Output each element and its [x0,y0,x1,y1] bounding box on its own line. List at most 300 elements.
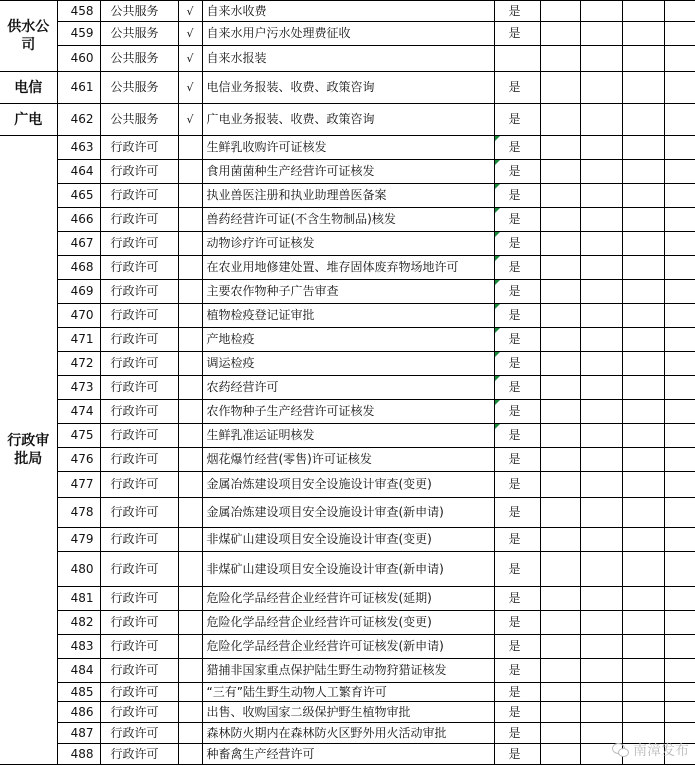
empty-cell [580,280,622,304]
empty-cell [540,232,580,256]
empty-cell [580,304,622,328]
empty-cell [178,744,202,765]
cell-comment-marker [495,160,500,165]
row-category: 行政许可 [100,744,178,765]
empty-cell [664,528,695,552]
empty-cell [540,104,580,136]
table-row [0,659,695,683]
table-row [0,683,695,702]
empty-cell [622,256,664,280]
row-item-name: 森林防火期内在森林防火区野外用火活动审批 [202,723,494,744]
watermark [612,740,689,760]
row-number: 473 [57,376,100,400]
row-flag: 是 [494,160,540,184]
empty-cell [622,702,664,723]
empty-cell [664,256,695,280]
row-flag: 是 [494,400,540,424]
row-category: 公共服务 [100,72,178,104]
row-item-name: 出售、收购国家二级保护野生植物审批 [202,702,494,723]
row-item-name: 猎捕非国家重点保护陆生野生动物狩猎证核发 [202,659,494,683]
check-mark: √ [178,46,202,72]
cell-comment-marker [495,136,500,141]
row-number: 459 [57,22,100,46]
row-number: 460 [57,46,100,72]
table-row [0,528,695,552]
row-item-name: 广电业务报装、收费、政策咨询 [202,104,494,136]
cell-comment-marker [495,280,500,285]
empty-cell [540,552,580,587]
empty-cell [540,46,580,72]
empty-cell [664,46,695,72]
empty-cell [580,1,622,22]
row-number: 467 [57,232,100,256]
table-row [0,472,695,498]
row-category: 行政许可 [100,587,178,611]
empty-cell [622,587,664,611]
empty-cell [622,376,664,400]
row-category: 公共服务 [100,104,178,136]
empty-cell [178,232,202,256]
row-flag: 是 [494,72,540,104]
empty-cell [580,160,622,184]
row-flag: 是 [494,744,540,765]
row-item-name: 金属冶炼建设项目安全设施设计审查(新申请) [202,498,494,528]
row-item-name: 农药经营许可 [202,376,494,400]
empty-cell [622,1,664,22]
table-row [0,498,695,528]
empty-cell [580,376,622,400]
row-item-name: 自来水用户污水处理费征收 [202,22,494,46]
row-item-name: 农作物种子生产经营许可证核发 [202,400,494,424]
table-row [0,160,695,184]
row-category: 行政许可 [100,328,178,352]
row-number: 466 [57,208,100,232]
empty-cell [540,328,580,352]
empty-cell [540,424,580,448]
empty-cell [664,136,695,160]
empty-cell [178,498,202,528]
empty-cell [178,683,202,702]
row-number: 476 [57,448,100,472]
row-number: 488 [57,744,100,765]
empty-cell [622,611,664,635]
row-flag: 是 [494,635,540,659]
empty-cell [622,659,664,683]
row-number: 475 [57,424,100,448]
row-flag: 是 [494,702,540,723]
row-item-name: 食用菌菌种生产经营许可证核发 [202,160,494,184]
table-row [0,552,695,587]
empty-cell [178,723,202,744]
row-item-name: 电信业务报装、收费、政策咨询 [202,72,494,104]
row-number: 465 [57,184,100,208]
check-mark: √ [178,104,202,136]
empty-cell [540,1,580,22]
row-category: 行政许可 [100,635,178,659]
empty-cell [664,328,695,352]
empty-cell [540,376,580,400]
empty-cell [664,352,695,376]
table-row [0,184,695,208]
empty-cell [622,304,664,328]
row-number: 461 [57,72,100,104]
empty-cell [580,659,622,683]
empty-cell [540,72,580,104]
row-number: 478 [57,498,100,528]
empty-cell [664,1,695,22]
row-item-name: 调运检疫 [202,352,494,376]
table-row [0,400,695,424]
row-number: 481 [57,587,100,611]
empty-cell [178,160,202,184]
empty-cell [178,424,202,448]
empty-cell [664,304,695,328]
empty-cell [178,635,202,659]
empty-cell [540,659,580,683]
empty-cell [540,472,580,498]
cell-comment-marker [495,232,500,237]
empty-cell [664,208,695,232]
empty-cell [664,160,695,184]
empty-cell [178,304,202,328]
empty-cell [178,256,202,280]
empty-cell [178,208,202,232]
row-item-name: 兽药经营许可证(不含生物制品)核发 [202,208,494,232]
table-row [0,448,695,472]
row-category: 行政许可 [100,528,178,552]
cell-comment-marker [495,400,500,405]
empty-cell [622,635,664,659]
empty-cell [580,528,622,552]
row-category: 行政许可 [100,232,178,256]
empty-cell [540,528,580,552]
row-flag: 是 [494,528,540,552]
cell-comment-marker [495,184,500,189]
row-category: 行政许可 [100,184,178,208]
empty-cell [540,22,580,46]
empty-cell [178,587,202,611]
row-number: 469 [57,280,100,304]
group-water-company: 供水公司 [0,1,57,72]
empty-cell [580,72,622,104]
cell-comment-marker [495,376,500,381]
empty-cell [540,160,580,184]
row-flag: 是 [494,232,540,256]
row-flag: 是 [494,723,540,744]
row-number: 486 [57,702,100,723]
row-item-name: 烟花爆竹经营(零售)许可证核发 [202,448,494,472]
row-item-name: 生鲜乳准运证明核发 [202,424,494,448]
table-row [0,702,695,723]
row-category: 行政许可 [100,611,178,635]
empty-cell [580,611,622,635]
row-flag: 是 [494,659,540,683]
row-category: 行政许可 [100,659,178,683]
empty-cell [664,702,695,723]
table-row [0,304,695,328]
empty-cell [540,635,580,659]
row-flag: 是 [494,587,540,611]
empty-cell [622,424,664,448]
row-category: 行政许可 [100,352,178,376]
empty-cell [580,635,622,659]
empty-cell [178,376,202,400]
empty-cell [178,552,202,587]
empty-cell [580,424,622,448]
empty-cell [622,400,664,424]
row-category: 行政许可 [100,400,178,424]
empty-cell [178,136,202,160]
empty-cell [580,184,622,208]
row-flag: 是 [494,448,540,472]
row-number: 470 [57,304,100,328]
row-category: 行政许可 [100,472,178,498]
empty-cell [622,184,664,208]
row-number: 484 [57,659,100,683]
empty-cell [664,232,695,256]
table-row [0,352,695,376]
table-row [0,46,695,72]
row-item-name: 危险化学品经营企业经营许可证核发(新申请) [202,635,494,659]
empty-cell [664,552,695,587]
row-flag: 是 [494,136,540,160]
watermark-text: 南漳发布 [633,743,689,759]
empty-cell [580,208,622,232]
row-number: 482 [57,611,100,635]
empty-cell [540,683,580,702]
check-mark: √ [178,72,202,104]
table-row [0,328,695,352]
empty-cell [580,104,622,136]
table-row [0,424,695,448]
row-item-name: 生鲜乳收购许可证核发 [202,136,494,160]
table-row [0,232,695,256]
empty-cell [178,472,202,498]
row-number: 468 [57,256,100,280]
table-row [0,136,695,160]
row-flag: 是 [494,208,540,232]
empty-cell [540,611,580,635]
row-item-name: 自来水收费 [202,1,494,22]
row-category: 行政许可 [100,256,178,280]
empty-cell [664,104,695,136]
empty-cell [540,587,580,611]
row-item-name: 种畜禽生产经营许可 [202,744,494,765]
empty-cell [540,744,580,765]
row-category: 行政许可 [100,208,178,232]
row-category: 行政许可 [100,498,178,528]
empty-cell [178,528,202,552]
check-mark: √ [178,1,202,22]
table-body [0,1,695,765]
empty-cell [664,659,695,683]
row-item-name: 主要农作物种子广告审查 [202,280,494,304]
row-category: 行政许可 [100,702,178,723]
empty-cell [664,22,695,46]
row-category: 行政许可 [100,136,178,160]
empty-cell [622,136,664,160]
row-category: 行政许可 [100,723,178,744]
empty-cell [178,328,202,352]
empty-cell [580,256,622,280]
empty-cell [540,448,580,472]
empty-cell [622,22,664,46]
row-number: 485 [57,683,100,702]
empty-cell [664,72,695,104]
row-flag: 是 [494,328,540,352]
empty-cell [540,304,580,328]
row-number: 464 [57,160,100,184]
empty-cell [580,232,622,256]
empty-cell [580,136,622,160]
empty-cell [622,232,664,256]
row-category: 行政许可 [100,424,178,448]
group-admin-approval-bureau: 行政审批局 [0,136,57,765]
empty-cell [664,184,695,208]
table-row [0,256,695,280]
row-number: 480 [57,552,100,587]
empty-cell [540,498,580,528]
row-category: 行政许可 [100,280,178,304]
row-flag: 是 [494,376,540,400]
row-flag: 是 [494,552,540,587]
empty-cell [664,472,695,498]
empty-cell [178,280,202,304]
empty-cell [540,256,580,280]
empty-cell [622,46,664,72]
empty-cell [664,376,695,400]
table-row [0,280,695,304]
row-item-name: 在农业用地修建处置、堆存固体废弃物场地许可 [202,256,494,280]
cell-comment-marker [495,352,500,357]
row-flag: 是 [494,104,540,136]
row-category: 行政许可 [100,448,178,472]
row-category: 行政许可 [100,683,178,702]
row-number: 472 [57,352,100,376]
empty-cell [664,424,695,448]
row-item-name: 非煤矿山建设项目安全设施设计审查(新申请) [202,552,494,587]
empty-cell [664,635,695,659]
row-number: 474 [57,400,100,424]
empty-cell [540,702,580,723]
row-number: 462 [57,104,100,136]
row-number: 463 [57,136,100,160]
empty-cell [622,448,664,472]
empty-cell [622,280,664,304]
empty-cell [664,683,695,702]
group-telecom: 电信 [0,72,57,104]
row-number: 477 [57,472,100,498]
table-row [0,587,695,611]
row-item-name: 金属冶炼建设项目安全设施设计审查(变更) [202,472,494,498]
row-category: 公共服务 [100,22,178,46]
empty-cell [580,352,622,376]
empty-cell [664,587,695,611]
row-item-name: 植物检疫登记证审批 [202,304,494,328]
row-number: 483 [57,635,100,659]
empty-cell [540,352,580,376]
empty-cell [540,208,580,232]
empty-cell [580,498,622,528]
empty-cell [580,328,622,352]
table-row [0,1,695,22]
row-category: 公共服务 [100,1,178,22]
row-flag: 是 [494,256,540,280]
row-number: 471 [57,328,100,352]
empty-cell [178,352,202,376]
empty-cell [580,472,622,498]
empty-cell [178,702,202,723]
empty-cell [540,280,580,304]
empty-cell [540,723,580,744]
cell-comment-marker [495,208,500,213]
empty-cell [580,46,622,72]
empty-cell [622,208,664,232]
row-flag: 是 [494,280,540,304]
empty-cell [622,160,664,184]
empty-cell [664,448,695,472]
empty-cell [622,328,664,352]
row-flag: 是 [494,22,540,46]
empty-cell [580,683,622,702]
row-flag: 是 [494,611,540,635]
wechat-icon [612,743,628,757]
empty-cell [664,280,695,304]
row-item-name: 动物诊疗许可证核发 [202,232,494,256]
row-item-name: 自来水报装 [202,46,494,72]
cell-comment-marker [495,304,500,309]
cell-comment-marker [495,328,500,333]
row-flag: 是 [494,683,540,702]
empty-cell [622,552,664,587]
row-number: 458 [57,1,100,22]
table-row [0,611,695,635]
table-row [0,104,695,136]
table-row [0,22,695,46]
row-flag: 是 [494,472,540,498]
cell-comment-marker [495,256,500,261]
empty-cell [622,528,664,552]
row-number: 487 [57,723,100,744]
empty-cell [664,611,695,635]
row-flag: 是 [494,304,540,328]
row-item-name: “三有”陆生野生动物人工繁育许可 [202,683,494,702]
row-item-name: 危险化学品经营企业经营许可证核发(变更) [202,611,494,635]
empty-cell [178,184,202,208]
row-flag: 是 [494,1,540,22]
empty-cell [622,104,664,136]
empty-cell [580,400,622,424]
empty-cell [622,683,664,702]
empty-cell [580,22,622,46]
row-category: 行政许可 [100,376,178,400]
row-flag: 是 [494,352,540,376]
empty-cell [664,498,695,528]
empty-cell [580,587,622,611]
row-category: 行政许可 [100,552,178,587]
row-item-name: 非煤矿山建设项目安全设施设计审查(变更) [202,528,494,552]
check-mark: √ [178,22,202,46]
row-item-name: 产地检疫 [202,328,494,352]
row-flag: 是 [494,424,540,448]
row-number: 479 [57,528,100,552]
empty-cell [178,659,202,683]
row-category: 公共服务 [100,46,178,72]
table-row [0,376,695,400]
row-category: 行政许可 [100,304,178,328]
empty-cell [580,552,622,587]
table-row [0,723,695,744]
